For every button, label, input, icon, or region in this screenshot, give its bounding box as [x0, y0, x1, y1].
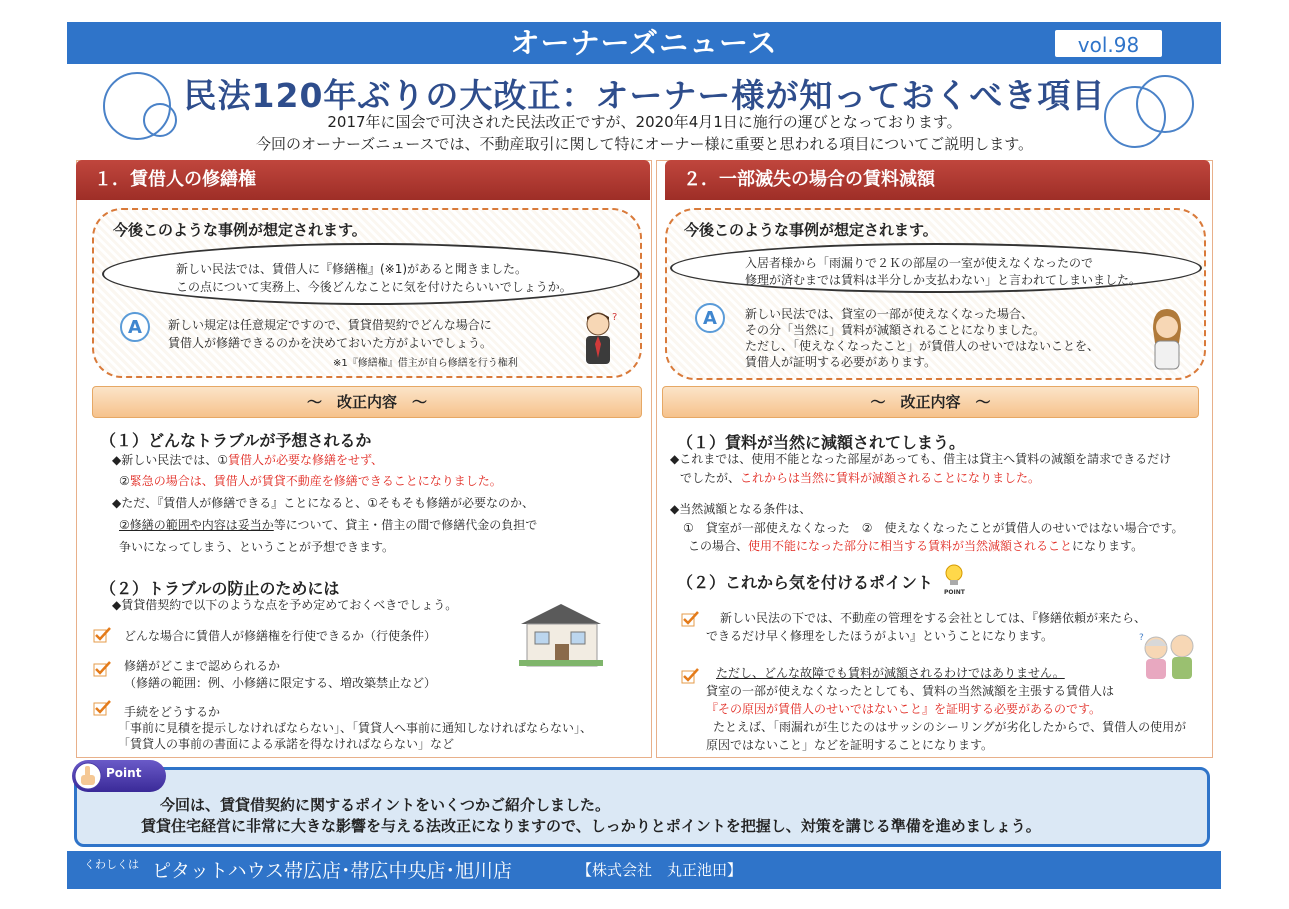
left-s1-line5: 争いになってしまう、ということが予想できます。: [119, 540, 395, 554]
left-answer-badge: A: [120, 312, 150, 342]
right-answer-2: その分「当然に」賃料が減額されることになりました。: [745, 323, 1046, 337]
left-s1-line2: ②緊急の場合は、賃借人が賃貸不動産を修繕できることになりました。: [119, 474, 502, 488]
intro-line-2: 今回のオーナーズニュースでは、不動産取引に関して特にオーナー様に重要と思われる項目についてご説明します。: [255, 135, 1033, 153]
left-answer-2: 賃借人が修繕できるのかを決めておいた方がよいでしょう。: [168, 336, 493, 350]
svg-text:?: ?: [1139, 633, 1144, 643]
check-icon: [93, 661, 111, 677]
point-line-2: 賃貸住宅経営に非常に大きな影響を与える法改正になりますので、しっかりとポイントを把握し、対策を講じる準備を進めましょう。: [141, 817, 1041, 835]
check-icon: [93, 627, 111, 643]
left-footnote: ※1『修繕権』借主が自ら修繕を行う権利: [333, 358, 518, 369]
volume-badge: vol.98: [1053, 28, 1164, 59]
intro-line-1: 2017年に国会で可決された民法改正ですが、2020年4月1日に施行の運びとなっております。: [327, 113, 962, 131]
right-check-2a: ただし、どんな故障でも賃料が減額されるわけではありません。: [716, 666, 1065, 680]
left-check-2b: （修繕の範囲：例、小修繕に限定する、増改築禁止など）: [124, 676, 437, 690]
point-line-1: 今回は、賃貸借契約に関するポイントをいくつかご紹介しました。: [160, 796, 611, 814]
right-s1-line2: でしたが、これからは当然に賃料が減額されることになりました。: [680, 471, 1041, 485]
left-check-1: どんな場合に賃借人が修繕権を行使できるか（行使条件）: [124, 629, 437, 643]
right-answer-3: ただし、「使えなくなったこと」が賃借人のせいではないことを、: [745, 339, 1100, 353]
right-answer-4: 賃借人が証明する必要があります。: [745, 355, 937, 369]
right-answer-badge: A: [695, 303, 725, 333]
right-check-2c: 『その原因が賃借人のせいではないこと』を証明する必要があるのです。: [706, 702, 1102, 716]
right-s1-line4: ① 貸室が一部使えなくなった ② 使えなくなったことが賃借人のせいではない場合です。: [683, 521, 1184, 535]
left-case-title: 今後このような事例が想定されます。: [113, 221, 367, 239]
left-s1-line1: ◆新しい民法では、①賃借人が必要な修繕をせず、: [112, 453, 384, 467]
right-question-2: 修理が済むまでは賃料は半分しか支払わない」と言われてしまいました。: [745, 273, 1142, 287]
right-check-2e: 原因ではないこと」などを証明することになります。: [706, 738, 994, 752]
svg-text:?: ?: [612, 312, 618, 323]
check-icon: [681, 668, 699, 684]
left-s2-title: （２）トラブルの防止のためには: [100, 579, 340, 598]
left-answer-1: 新しい規定は任意規定ですので、賃貸借契約でどんな場合に: [168, 318, 492, 332]
left-section-title: １．賃借人の修繕権: [76, 160, 650, 200]
footer-stores: ピタットハウス帯広店･帯広中央店･旭川店: [152, 860, 513, 882]
check-icon: [681, 611, 699, 627]
left-s1-line3: ◆ただ、『賃借人が修繕できる』ことになると、①そもそも修繕が必要なのか、: [112, 496, 534, 510]
left-revision-bar: ～ 改正内容 ～: [92, 386, 642, 418]
right-section-title: ２．一部滅失の場合の賃料減額: [665, 160, 1210, 200]
man-illustration: [578, 308, 618, 368]
left-check-3c: 「賃貸人の事前の書面による承諾を得なければならない」など: [118, 737, 455, 751]
left-question-1: 新しい民法では、賃借人に『修繕権』(※1)があると聞きました。: [176, 262, 528, 276]
woman-illustration: [1147, 307, 1187, 371]
footer-label: くわしくは: [84, 858, 139, 871]
house-illustration: [515, 600, 607, 670]
left-check-2a: 修繕がどこまで認められるか: [124, 659, 281, 673]
right-s1-line1: ◆これまでは、使用不能となった部屋があっても、借主は貸主へ賃料の減額を請求できるだけ: [670, 452, 1172, 466]
footer-company: 【株式会社 丸正池田】: [577, 861, 743, 879]
left-s1-title: （１）どんなトラブルが予想されるか: [100, 431, 372, 450]
right-check-2b: 貸室の一部が使えなくなったとしても、賃料の当然減額を主張する賃借人は: [706, 684, 1115, 698]
newsletter-title: オーナーズニュース: [510, 26, 778, 60]
right-check-1a: 新しい民法の下では、不動産の管理をする会社としては、『修繕依頼が来たら、: [720, 611, 1147, 625]
right-check-1b: できるだけ早く修理をしたほうがよい』ということになります。: [706, 629, 1054, 643]
left-check-3b: 「事前に見積を提示しなければならない」、「賃貸人へ事前に通知しなければならない」、: [118, 721, 593, 735]
pointing-hand-icon: [74, 762, 102, 790]
right-revision-bar: ～ 改正内容 ～: [662, 386, 1199, 418]
left-check-3a: 手続をどうするか: [124, 705, 221, 719]
right-s1-title: （１）賃料が当然に減額されてしまう。: [677, 433, 966, 452]
headline: 民法120年ぶりの大改正：オーナー様が知っておくべき項目: [183, 76, 1106, 115]
lightbulb-icon: [942, 562, 966, 596]
left-question-2: この点について実務上、今後どんなことに気を付けたらいいでしょうか。: [176, 280, 572, 294]
header-bar: [67, 22, 1221, 64]
left-s2-intro: ◆賃貸借契約で以下のような点を予め定めておくべきでしょう。: [112, 598, 458, 612]
left-s1-line4: ②修繕の範囲や内容は妥当か等について、貸主・借主の間で修繕代金の負担で: [119, 518, 538, 532]
point-badge: Point: [106, 766, 142, 780]
right-question-1: 入居者様から「雨漏りで２Ｋの部屋の一室が使えなくなったので: [745, 256, 1094, 270]
right-s1-line3: ◆当然減額となる条件は、: [670, 502, 812, 516]
right-case-title: 今後このような事例が想定されます。: [684, 221, 938, 239]
right-check-2d: たとえば、「雨漏れが生じたのはサッシのシーリングが劣化したからで、賃借人の使用が: [713, 720, 1187, 734]
elderly-couple-illustration: [1138, 630, 1202, 680]
svg-text:POINT: POINT: [944, 589, 965, 596]
right-answer-1: 新しい民法では、貸室の一部が使えなくなった場合、: [745, 307, 1034, 321]
right-s2-title: （２）これから気を付けるポイント: [677, 573, 934, 592]
check-icon: [93, 700, 111, 716]
right-s1-line5: この場合、使用不能になった部分に相当する賃料が当然減額されることになります。: [688, 539, 1144, 553]
